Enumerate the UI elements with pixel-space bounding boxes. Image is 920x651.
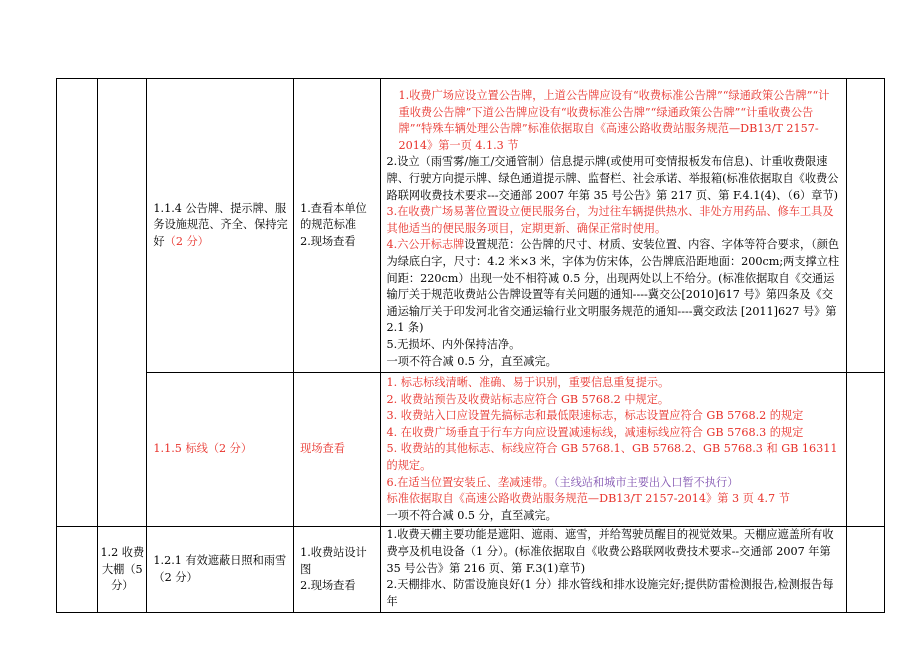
- method-line: 1.收费站设计图: [300, 546, 367, 576]
- item-cell: [147, 527, 294, 613]
- section-title: 1.2 收费大棚（5 分）: [100, 546, 145, 593]
- item-cell: [147, 79, 294, 373]
- detail-line: 设置规范：公告牌的尺寸、材质、安装位置、内容、字体等符合要求，（颜色为绿底白字，尺寸：4.2 米×3 米，字体为仿宋体，公告牌底沿距地面：200cm;两支撑立柱间距：220cm）出现一处不相符减 0.5 分，出现两处以上不给分。(标准依据取自《交通运输厅关于规范收费站公告牌设置等有关问题的通知----冀交公[2010]617 号》第四条及《交通运输厅关于印发河北省交通运输行业文明服务规范的通知----冀交政法 [2011]627 号》第 2.1 条): [386, 238, 840, 335]
- detail-line: 3.在收费广场易著位置设立便民服务台，为过往车辆提供热水、非处方用药品、修车工具及其他适当的便民服务项目，定期更新、确保正常时使用。: [386, 205, 834, 235]
- detail-line: 2. 收费站预告及收费站标志应符合 GB 5768.2 中规定。: [386, 392, 670, 406]
- detail-line: 4.六公开标志牌: [386, 238, 465, 252]
- remarks-cell: [846, 527, 884, 613]
- detail-line: 4. 在收费广场垂直于行车方向应设置减速标线，减速标线应符合 GB 5768.3 的规定: [386, 425, 804, 439]
- category-cell: [57, 527, 98, 613]
- detail-line: 1.收费天棚主要功能是遮阳、遮雨、遮雪，并给驾驶员醒目的视觉效果。天棚应遮盖所有收费亭及机电设备（1 分）。(标准依据取自《收费公路联网收费技术要求--交通部 2007 年第 35 号公告》第 216 页、第 F.3(1)章节): [386, 528, 834, 575]
- remarks-cell: [846, 79, 884, 373]
- item-score: （2 分）: [164, 234, 209, 248]
- inspection-table: [56, 78, 885, 613]
- detail-line: 5.无损坏、内外保持洁净。: [386, 337, 521, 351]
- item-text: 1.1.4 公告牌、提示牌、服务设施规范、齐全、保持完好: [153, 201, 288, 248]
- method-cell: [294, 527, 380, 613]
- detail-line: 1.收费广场应设立置公告牌，上道公告牌应设有“收费标准公告牌”“绿通政策公告牌”“计重收费公告牌”下道公告牌应设有“收费标准公告牌”“绿通政策公告牌”“计重收费公告牌”“特殊车辆处理公告牌”标准依据取自《高速公路收费站服务规范—DB13/T 2157-2014》第一页 4.1.3 节: [398, 89, 830, 152]
- detail-line: 1. 标志标线清晰、准确、易于识别，重要信息重复提示。: [386, 376, 670, 390]
- method-line: 2.现场查看: [300, 234, 356, 248]
- category-cell: [57, 79, 98, 527]
- item-text: 1.1.5 标线（2 分）: [153, 442, 253, 456]
- table-row: [57, 527, 885, 613]
- item-text: 1.2.1 有效遮蔽日照和雨雪（2 分）: [153, 554, 287, 584]
- detail-line: 一项不符合减 0.5 分，直至减完。: [386, 354, 557, 368]
- detail-line: 3. 收费站入口应设置先搞标志和最低限速标志，标志设置应符合 GB 5768.2 的规定: [386, 409, 804, 423]
- item-cell: [147, 373, 294, 527]
- detail-cell: [380, 79, 846, 373]
- table-row: [57, 373, 885, 527]
- section-cell: [98, 79, 147, 527]
- method-line: 2.现场查看: [300, 579, 356, 593]
- method-cell: [294, 373, 380, 527]
- detail-line: 标准依据取自《高速公路收费站服务规范—DB13/T 2157-2014》第 3 页 4.7 节: [386, 492, 790, 506]
- detail-line: 5. 收费站的其他标志、标线应符合 GB 5768.1、GB 5768.2、GB 5768.3 和 GB 16311 的规定。: [386, 442, 838, 473]
- detail-line: 2.天棚排水、防雷设施良好(1 分）排水管线和排水设施完好;提供防雷检测报告,检测报告每年: [386, 578, 834, 608]
- detail-cell: [380, 373, 846, 527]
- method-cell: [294, 79, 380, 373]
- detail-line: 一项不符合减 0.5 分，直至减完。: [386, 508, 557, 522]
- method-line: 1.查看本单位的规范标准: [300, 201, 367, 232]
- remarks-cell: [846, 373, 884, 527]
- detail-line: 2.设立（雨雪雾/施工/交通管制）信息提示牌(或使用可变情报板发布信息)、计重收费限速牌、行驶方向提示牌、绿色通道提示牌、监督栏、社会承诺、举报箱(标准依据取自《收费公路联网收费技术要求---交通部 2007 年第 35 号公告》第 217 页、第 F.4.1(4)、（6）章节): [386, 155, 839, 202]
- method-line: 现场查看: [300, 442, 345, 456]
- table-row: [57, 79, 885, 373]
- detail-cell: [380, 527, 846, 613]
- detail-line: （主线站和城市主要出入口暂不执行）: [553, 475, 739, 489]
- section-cell: [98, 527, 147, 613]
- detail-line: 6.在适当位置安装丘、垄减速带。: [386, 475, 554, 489]
